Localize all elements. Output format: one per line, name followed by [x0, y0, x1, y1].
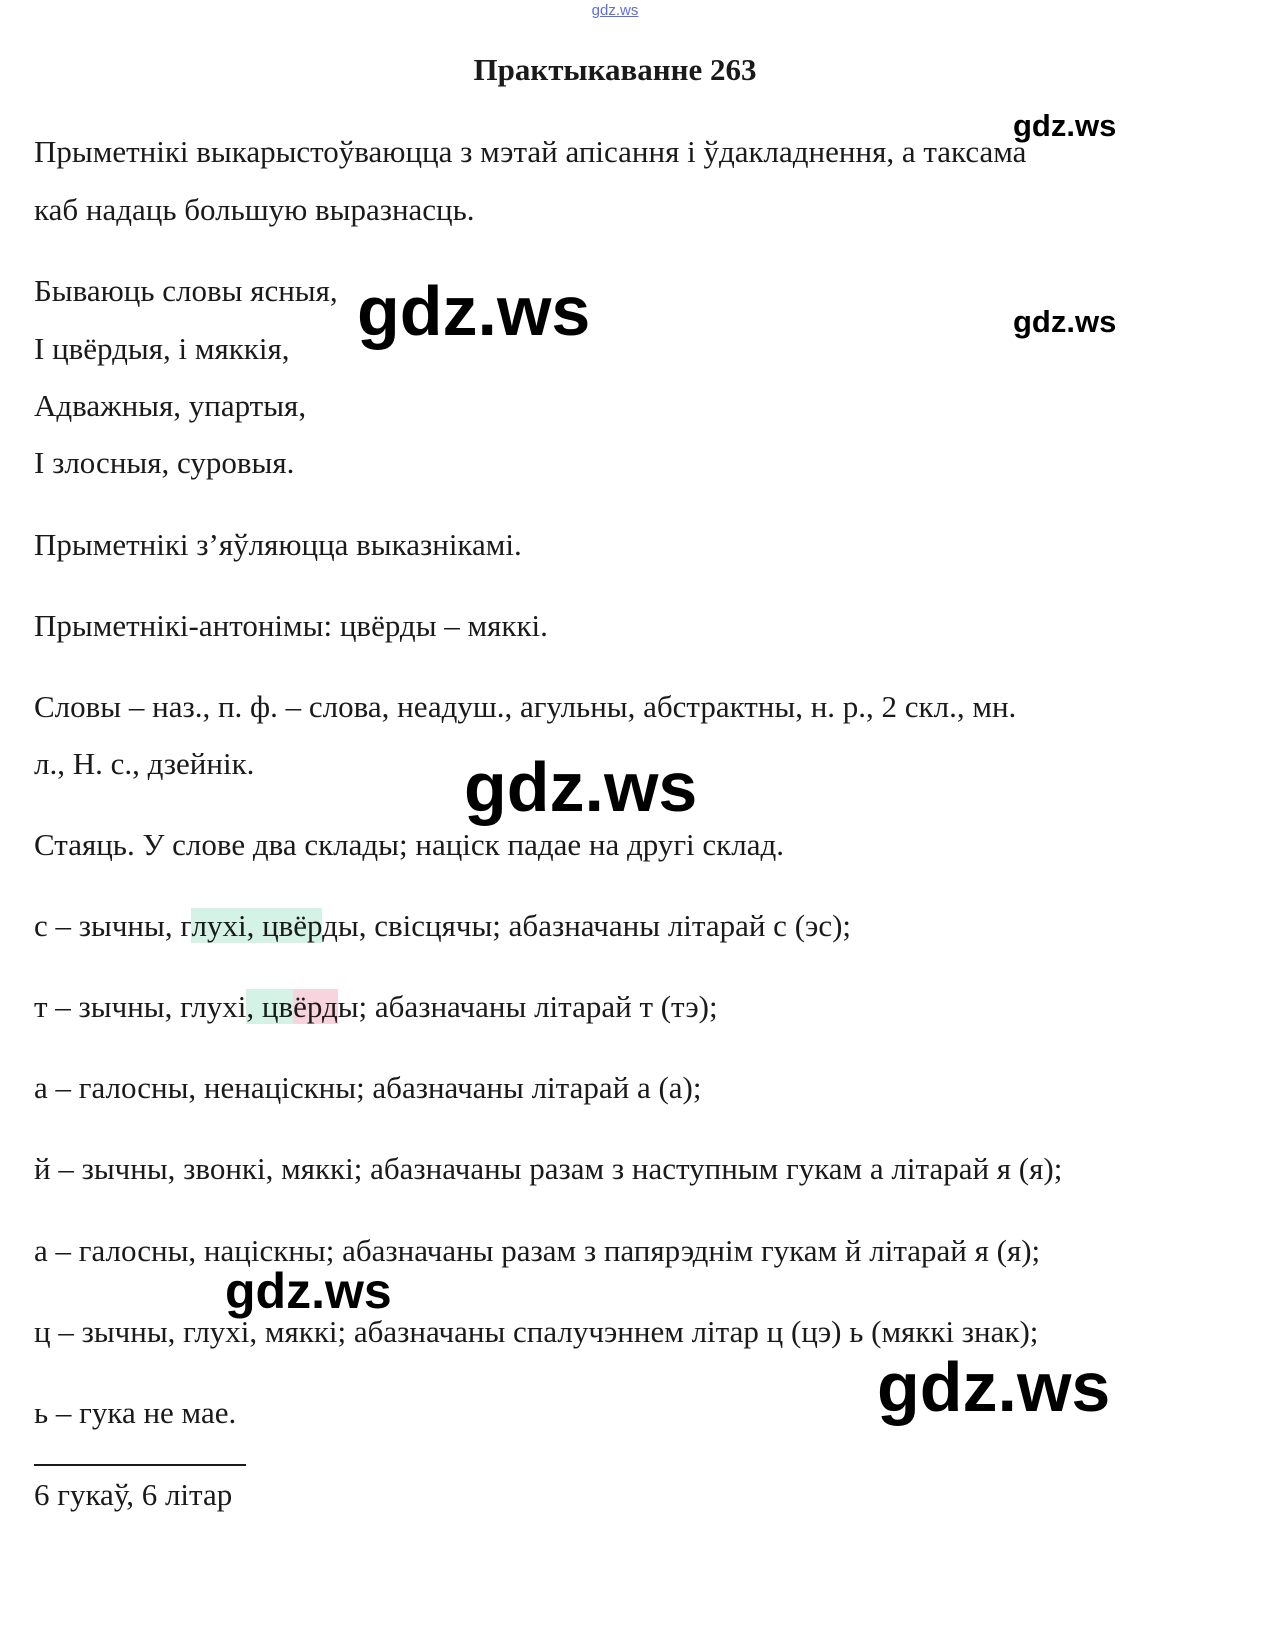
poem-line-1: Бываюць словы ясныя,	[34, 273, 338, 308]
watermark-bottom-right: gdz.ws	[877, 1348, 1111, 1426]
predicate-note: Прыметнікі з’яўляюцца выказнікамі.	[34, 527, 522, 562]
intro-line-1: Прыметнікі выкарыстоўваюцца з мэтай апісання і ўдакладнення, а таксама	[34, 134, 1027, 169]
poem-line-2: І цвёрдыя, і мяккія,	[34, 331, 290, 366]
antonyms-line: Прыметнікі-антонімы: цвёрды – мяккі.	[34, 608, 548, 643]
watermark-right: gdz.ws	[1013, 304, 1117, 339]
watermark-poem: gdz.ws	[357, 272, 591, 350]
watermark-top-right: gdz.ws	[1013, 108, 1117, 143]
sound-s-text-end: ды, свісцячы; абазначаны літарай с (эс);	[322, 908, 852, 943]
summary-line: 6 гукаў, 6 літар	[34, 1477, 233, 1512]
parse-line-1: Словы – наз., п. ф. – слова, неадуш., агульны, абстрактны, н. р., 2 скл., мн.	[34, 689, 1017, 724]
sound-t-highlight-pink: ёрд	[293, 989, 338, 1024]
intro-line-2: каб надаць большую выразнасць.	[34, 192, 475, 227]
sound-t-highlight-green: , цв	[246, 989, 294, 1024]
parse-line-2: л., Н. с., дзейнік.	[34, 746, 255, 781]
poem-line-4: І злосныя, суровыя.	[34, 445, 295, 480]
watermark-lower-left: gdz.ws	[225, 1263, 392, 1319]
sound-t-text-end: ы; абазначаны літарай т (тэ);	[337, 989, 718, 1024]
sound-line-a2: а – галосны, націскны; абазначаны разам з папярэднім гукам й літарай я (я);	[34, 1233, 1041, 1268]
site-mark-link[interactable]: gdz.ws	[591, 2, 639, 19]
sound-t-text-start: т – зычны, глухі	[34, 989, 247, 1024]
sound-s-text-start: с – зычны, г	[34, 908, 192, 943]
sound-s-highlight: лухі, цвёр	[191, 908, 323, 943]
poem-line-3: Адважныя, упартыя,	[34, 388, 307, 423]
sound-line-j: й – зычны, звонкі, мяккі; абазначаны разам з наступным гукам а літарай я (я);	[34, 1151, 1063, 1186]
sound-line-s	[34, 908, 851, 944]
page-title: Практыкаванне 263	[473, 52, 757, 87]
sound-line-c: ц – зычны, глухі, мяккі; абазначаны спалучэннем літар ц (цэ) ь (мяккі знак);	[34, 1314, 1039, 1349]
watermark-center: gdz.ws	[464, 748, 698, 826]
sound-line-t	[34, 989, 718, 1025]
sound-line-a1: а – галосны, ненаціскны; абазначаны літарай а (а);	[34, 1070, 702, 1105]
syllables-line: Стаяць. У слове два склады; націск падае на другі склад.	[34, 827, 784, 862]
sound-line-soft-sign: ь – гука не мае.	[34, 1395, 237, 1430]
summary-divider	[34, 1464, 246, 1466]
